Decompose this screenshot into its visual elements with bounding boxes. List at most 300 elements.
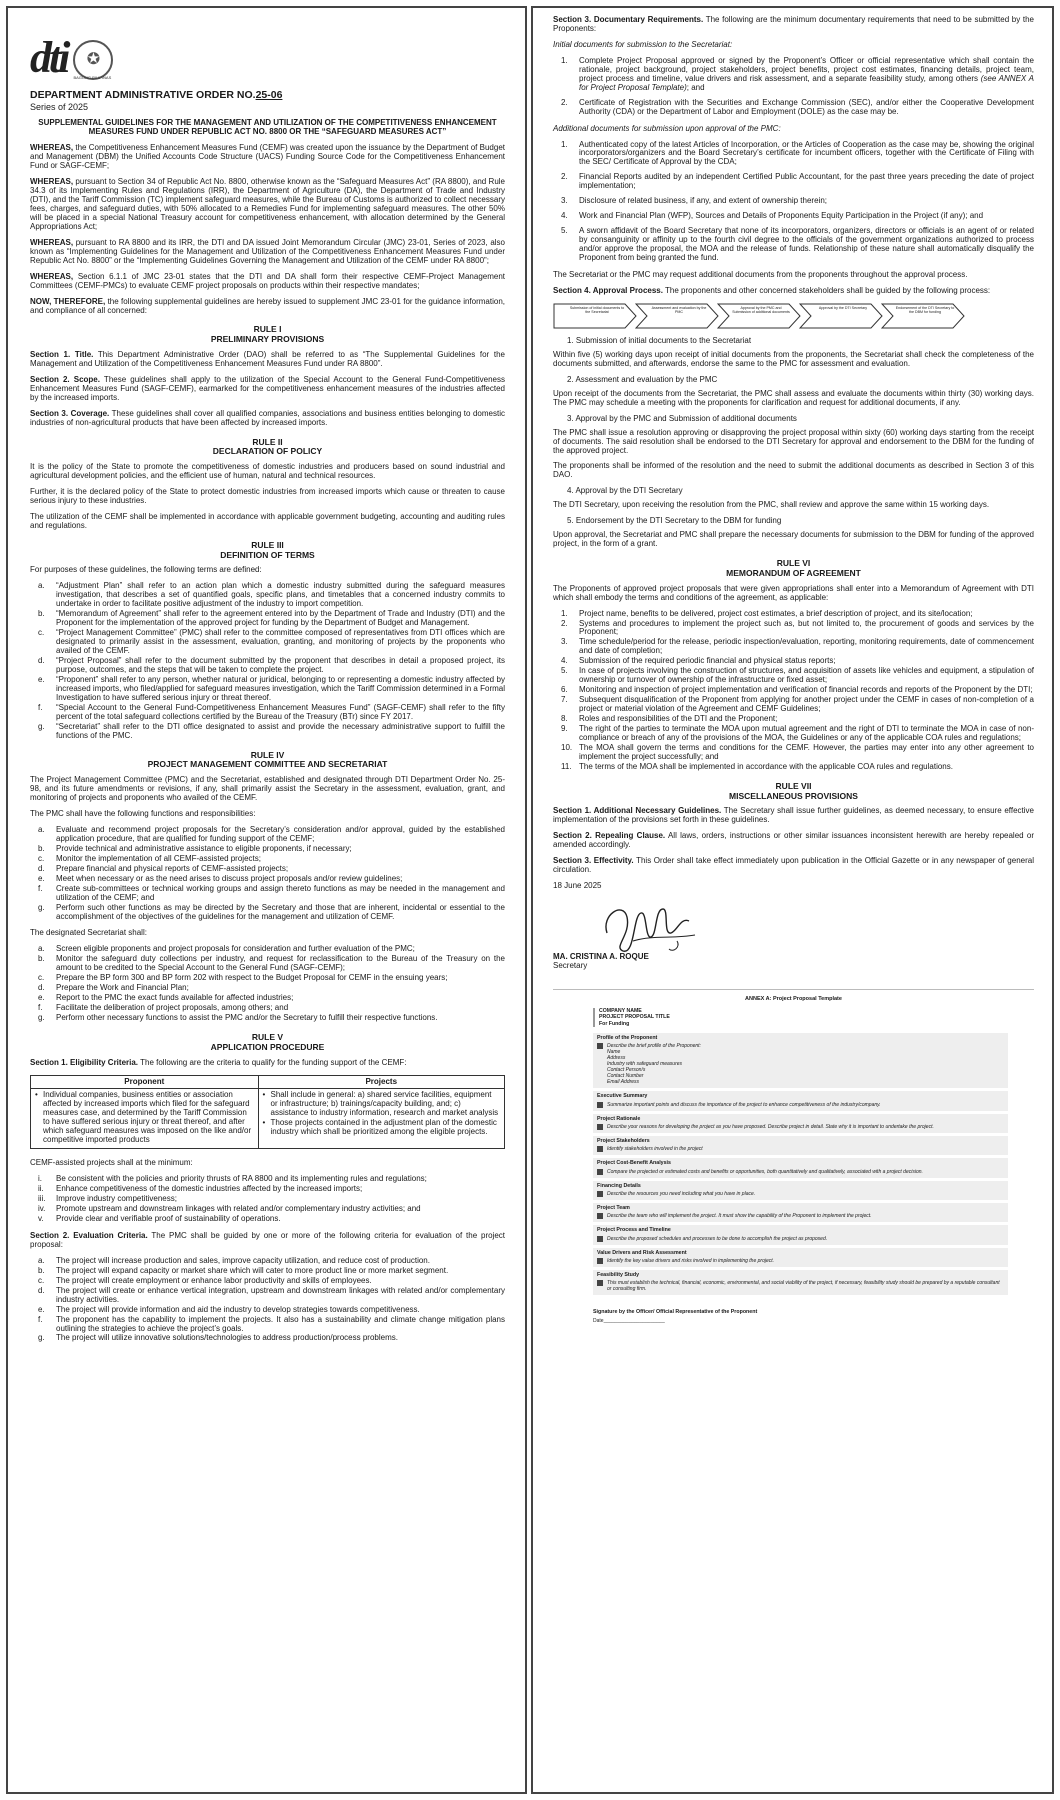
secretariat-function-item — [30, 974, 505, 983]
secretariat-function-item-body: Prepare the BP form 300 and BP form 202 with respect to the Budget Proposal for CEMF in the ensuing years; — [56, 973, 448, 983]
flow-step-label: Approval by the PMC and Submission of additional documents — [732, 305, 790, 315]
evaluation-item — [30, 1257, 505, 1266]
rule-5-title: RULE V — [251, 1032, 284, 1043]
template-section-desc — [597, 1124, 1004, 1130]
template-section — [593, 1181, 1008, 1200]
pmc-function-item-text — [56, 845, 505, 854]
page-left — [6, 6, 527, 1794]
moa-term-item — [553, 667, 1034, 685]
moa-term-item-body: Project name, benefits to be delivered, project cost estimates, a brief description of project, and its site/location; — [579, 608, 973, 618]
dti-logo-text: dti — [30, 33, 68, 82]
additional-doc-item-text — [579, 197, 1034, 206]
additional-doc-item — [553, 227, 1034, 263]
evaluation-item — [30, 1277, 505, 1286]
pmc-function-item-body: Evaluate and recommend project proposals for the Secretary’s consideration and/or approval, guided by the established application procedure, that are qualified for funding support of the CEMF; — [56, 824, 505, 843]
additional-doc-item-text — [579, 227, 1034, 263]
evaluation-item-body: The project will create employment or enhance labor productivity and skills of employees. — [56, 1275, 372, 1285]
evaluation-item-marker: a. — [38, 1255, 45, 1265]
evaluation-item — [30, 1306, 505, 1315]
projects-text: Shall include in general: a) shared service facilities, equipment or infrastructure; b) trainings/capacity building, and; c) assistance to industry information, research and market analysis — [270, 1090, 499, 1118]
initial-doc-item-body: Certificate of Registration with the Securities and Exchange Commission (SEC), and/or either the Cooperative Development Authority (CDA) or the Department of Labor and Employment (DOLE) as the case may be. — [579, 97, 1034, 116]
template-section — [593, 1203, 1008, 1222]
evaluation-text: The PMC shall be guided by one or more of the following criteria for evaluation of the project proposal: — [30, 1230, 506, 1249]
definition-item — [30, 723, 505, 741]
initial-doc-item-marker: 2. — [561, 97, 568, 107]
approval-text: The proponents and other concerned stakeholders shall be guided by the following process: — [662, 285, 991, 295]
rule-1-section — [30, 410, 505, 428]
pmc-function-item — [30, 865, 505, 874]
order-no: 25-06 — [255, 89, 283, 101]
template-section-text: Describe the team who will implement the project. It must show the capability of the Proponent to implement the project. — [607, 1213, 872, 1220]
moa-term-item — [553, 657, 1034, 666]
moa-term-item-text — [579, 620, 1034, 638]
flow-step — [881, 303, 965, 329]
order-number — [30, 90, 505, 102]
moa-term-item-marker: 4. — [561, 656, 568, 666]
additional-doc-item-marker: 3. — [561, 196, 568, 206]
proponent-text: Individual companies, business entities or association affected by increased imports which filed for the safeguard measures case, and determined by the Tariff Commission to have suffered serious injury or threat thereof, and after which safeguard measures was imposed on the like and/or competitive imported products — [43, 1090, 252, 1145]
pmc-function-item-marker: e. — [38, 873, 45, 883]
secretariat-function-item-text — [56, 994, 505, 1003]
pmc-function-item — [30, 855, 505, 864]
whereas-clause-lead: WHEREAS, — [30, 177, 74, 187]
rule-7-section-text: The Secretary shall issue further guidelines, as deemed necessary, to ensure effective implementation of the provisions set forth in these guidelines. — [553, 806, 1034, 825]
template-section-heading: Financing Details — [597, 1182, 641, 1189]
evaluation-item-text — [56, 1316, 505, 1334]
definition-item — [30, 704, 505, 722]
order-series: Series of 2025 — [30, 101, 89, 112]
rule-7-title: RULE VII — [775, 780, 812, 791]
pmc-function-item-text — [56, 885, 505, 903]
minimum-item-text — [56, 1215, 505, 1224]
whereas-clause — [30, 273, 505, 291]
additional-doc-item-text — [579, 141, 1034, 168]
approval-step-text: Upon approval, the Secretariat and PMC shall prepare the necessary documents for submission to the DBM for funding of the approved project, in the form of a grant. — [553, 530, 1034, 549]
rule-1-title: RULE I — [253, 324, 282, 335]
moa-term-item-marker: 6. — [561, 685, 568, 695]
template-profile-field: Contact Person/s — [607, 1067, 646, 1074]
minimum-item — [30, 1205, 505, 1214]
template-section-text: Compare the projected or estimated costs and benefits or opportunities, both quantitatively and qualitatively, associated with a project decision. — [607, 1168, 923, 1175]
evaluation-lead: Section 2. Evaluation Criteria. — [30, 1230, 148, 1240]
rule-3-heading — [30, 541, 505, 561]
template-section-desc — [597, 1169, 1004, 1175]
additional-doc-item — [553, 197, 1034, 206]
pmc-function-item-marker: c. — [38, 853, 45, 863]
minimum-item-body: Enhance competitiveness of the domestic industries affected by the increased imports; — [56, 1184, 363, 1194]
template-profile-field: Name — [607, 1049, 621, 1056]
additional-doc-item-marker: 5. — [561, 226, 568, 236]
moa-term-item-text — [579, 763, 1034, 772]
approval-step-text: Within five (5) working days upon receipt of initial documents from the proponents, the Secretariat shall check the completeness of the documents submitted, and afterwards, endorse the same to the PMC for assessment and evaluation. — [553, 349, 1034, 368]
approval-step-text: The PMC shall issue a resolution approving or disapproving the project proposal within sixty (60) working days starting from the receipt of documents. The said resolution shall be endorsed to the DTI Secretary for approval and endorsement to the DBM for the funding of the approved project. — [553, 427, 1034, 455]
evaluation-item-body: The project will utilize innovative solutions/technologies to address production/process problems. — [56, 1333, 398, 1343]
additional-doc-item-marker: 2. — [561, 172, 568, 182]
additional-doc-item-text — [579, 212, 1034, 221]
definition-item — [30, 610, 505, 628]
template-profile-field: Contact Number — [607, 1073, 644, 1080]
flow-step-label: Endorsement of the DTI Secretary to the DBM for funding — [895, 305, 955, 315]
evaluation-item-body: The project will expand capacity or market share which will cater to more product line or more market segment. — [56, 1265, 449, 1275]
template-section-text: This must establish the technical, financial, economic, environmental, and social viability of the project, if necessary, feasibility study should be prepared by a reputable consultant or consulting firm. — [607, 1280, 1000, 1293]
moa-term-item — [553, 610, 1034, 619]
definition-item — [30, 582, 505, 609]
minimum-item — [30, 1215, 505, 1224]
approval-step-heading: 4. Approval by the DTI Secretary — [567, 486, 683, 496]
definition-item-text — [56, 723, 505, 741]
approval-step-text: Upon receipt of the documents from the Secretariat, the PMC shall assess and evaluate the documents within thirty (30) working days. The PMC may schedule a meeting with the proponents for clarification and request for additional documents, if any. — [553, 388, 1034, 407]
additional-doc-item-text — [579, 173, 1034, 191]
definition-item-body: “Memorandum of Agreement” shall refer to the agreement entered into by the Department of Trade and Industry (DTI) and the Proponent for the implementation of the approved project for funding by the Department of Budget and Management. — [56, 609, 505, 628]
flow-step-label: Approval by the DTI Secretary — [818, 305, 868, 310]
moa-term-item-marker: 7. — [561, 695, 568, 705]
signature-block — [553, 895, 1034, 977]
policy-paragraph: The utilization of the CEMF shall be implemented in accordance with applicable government budgeting, accounting and auditing rules and regulations. — [30, 512, 505, 530]
proponent-cell — [31, 1089, 259, 1149]
additional-doc-item-body: Authenticated copy of the latest Articles of Incorporation, or the Articles of Cooperation as the case may be, showing the original incorporators/organizers and the Board Secretary’s certificate for incumbent officers, together with the Certificate of Filing with the SEC/ Certificate of Approval by the CDA; — [579, 139, 1034, 167]
proposal-template — [593, 1008, 1008, 1323]
moa-term-item-body: The right of the parties to terminate the MOA upon mutual agreement and the right of DTI to terminate the MOA in case of non-compliance or breach of any of the provisions of the MOA, the Guidelines or any of the applicable COA rules and regulations; — [579, 724, 1034, 742]
template-profile-field: Address — [607, 1055, 626, 1062]
additional-doc-item-body: Disclosure of related business, if any, and extent of ownership therein; — [579, 196, 827, 206]
moa-term-item-marker: 10. — [561, 742, 573, 752]
template-section — [593, 1091, 1008, 1110]
rule-1-section-text: This Department Administrative Order (DAO) shall be referred to as “The Supplemental Guidelines for the Management and Utilization of the Competitiveness Enhancement Measures Fund under RA 8800”. — [30, 349, 505, 368]
checkbox-icon — [597, 1258, 603, 1264]
pmc-function-item-text — [56, 826, 505, 844]
pmc-function-item-marker: b. — [38, 843, 45, 853]
definition-item-text — [56, 676, 505, 703]
pmc-function-item-marker: g. — [38, 902, 45, 912]
template-section-heading: Project Process and Timeline — [597, 1227, 671, 1234]
bullet-icon: • — [262, 1090, 266, 1100]
checkbox-icon — [597, 1146, 603, 1152]
dti-logo — [30, 22, 505, 80]
minimum-item-marker: v. — [38, 1213, 44, 1223]
template-section-desc — [597, 1102, 1004, 1108]
rule-7-section — [553, 857, 1034, 875]
table-header-proponent: Proponent — [31, 1075, 259, 1089]
secretariat-function-item — [30, 994, 505, 1003]
moa-term-item-body: Monitoring and inspection of project implementation and verification of financial records and reports of the Proponent by the DTI; — [579, 685, 1033, 695]
whereas-clause-lead: WHEREAS, — [30, 143, 74, 153]
additional-doc-item-marker: 1. — [561, 139, 568, 149]
template-section — [593, 1248, 1008, 1267]
definition-item-marker: a. — [38, 581, 45, 591]
definition-item-body: “Special Account to the General Fund-Competitiveness Enhancement Measures Fund” (SAGF-CEMF) shall refer to the fifty percent of the total safeguard collections certified by the Bureau of the Treasury (BTr) since FY 2017. — [56, 702, 505, 721]
whereas-clause-text: the Competitiveness Enhancement Measures Fund (CEMF) was created upon the issuance by the Department of Budget and Management (DBM) the Unified Accounts Code Structure (UACS) Funding Source Code for the Competitiveness Enhancement Fund or SAGF-CEMF; — [30, 143, 505, 171]
flow-step — [553, 303, 637, 329]
checkbox-icon — [597, 1191, 603, 1197]
moa-term-item — [553, 744, 1034, 762]
table-header-projects: Projects — [258, 1075, 504, 1089]
template-section-desc — [597, 1146, 1004, 1152]
secretariat-function-item-text — [56, 974, 505, 983]
minimum-item-body: Provide clear and verifiable proof of sustainability of operations. — [56, 1213, 281, 1223]
secretariat-function-item — [30, 955, 505, 973]
pmc-function-item — [30, 875, 505, 884]
bullet-icon: • — [35, 1090, 38, 1100]
moa-term-item-marker: 3. — [561, 637, 568, 647]
template-section-text: Describe the resources you need including what you have in place. — [607, 1190, 756, 1197]
approval-steps — [553, 337, 1034, 549]
rule-7-section-lead: Section 3. Effectivity. — [553, 856, 634, 866]
additional-doc-item — [553, 212, 1034, 221]
minimum-item-text — [56, 1205, 505, 1214]
secretariat-function-item-body: Perform other necessary functions to assist the PMC and/or the Secretary to fulfill their respective functions. — [56, 1013, 438, 1023]
template-header-line: For Funding — [599, 1020, 630, 1027]
secretariat-function-item-marker: e. — [38, 993, 45, 1003]
template-section-text: Summarize important points and discuss the importance of the project to enhance competitiveness of the industry/company. — [607, 1101, 881, 1108]
whereas-clause — [30, 178, 505, 232]
template-section-text: Describe the brief profile of the Proponent: — [607, 1043, 701, 1050]
definition-item-text — [56, 582, 505, 609]
additional-doc-item — [553, 173, 1034, 191]
template-section-heading: Profile of the Proponent — [597, 1034, 658, 1041]
approval-step-heading: 5. Endorsement by the DTI Secretary to the DBM for funding — [567, 516, 782, 526]
evaluation-item-body: The project will increase production and sales, improve capacity utilization, and reduce cost of production. — [56, 1255, 430, 1265]
definition-item-text — [56, 610, 505, 628]
template-section — [593, 1158, 1008, 1177]
evaluation-item-marker: f. — [38, 1314, 43, 1324]
moa-term-item-marker: 9. — [561, 724, 568, 733]
definition-item-marker: c. — [38, 628, 45, 638]
template-profile-fields — [607, 1049, 1004, 1085]
rule-6-heading — [553, 559, 1034, 579]
evaluation-section — [30, 1232, 505, 1250]
definition-item-text — [56, 704, 505, 722]
minimum-item-text — [56, 1185, 505, 1194]
whereas-clause — [30, 239, 505, 266]
whereas-clause-text: Section 6.1.1 of JMC 23-01 states that the DTI and DA shall form their respective CEMF-Project Management Committees (CEMF-PMCs) to evaluate CEMF project proposals on products within their respective mandates; — [30, 271, 505, 290]
pmc-functions-list — [30, 826, 505, 922]
template-section-heading: Executive Summary — [597, 1093, 648, 1100]
definition-item — [30, 629, 505, 656]
template-profile-field: Industry with safeguard measures — [607, 1061, 683, 1068]
secretariat-function-item-text — [56, 984, 505, 993]
secretariat-function-item-body: Screen eligible proponents and project proposals for consideration and further evaluation of the PMC; — [56, 944, 415, 954]
moa-term-item-body: Systems and procedures to implement the project such as, but not limited to, the procurement of goods and services by the Proponent; — [579, 618, 1034, 637]
pmc-function-item-text — [56, 865, 505, 874]
template-signature-line: Signature by the Officer/ Official Representative of the Proponent — [593, 1309, 758, 1316]
approval-step-heading: 2. Assessment and evaluation by the PMC — [567, 374, 718, 384]
rule-2-subtitle: DECLARATION OF POLICY — [212, 446, 323, 457]
additional-doc-item-body: Work and Financial Plan (WFP), Sources and Details of Proponents Equity Participation in the Project (if any); and — [579, 211, 984, 221]
definition-item-marker: e. — [38, 674, 45, 684]
rule-7-subtitle: MISCELLANEOUS PROVISIONS — [729, 790, 858, 801]
template-section — [593, 1136, 1008, 1155]
minimum-item-body: Promote upstream and downstream linkages with related and/or complementary industry activities; and — [56, 1204, 421, 1214]
projects-cell — [258, 1089, 504, 1149]
checkbox-icon — [597, 1280, 603, 1286]
secretariat-function-item-marker: f. — [38, 1003, 43, 1013]
initial-doc-item — [553, 57, 1034, 93]
evaluation-item-text — [56, 1306, 505, 1315]
evaluation-criteria-list — [30, 1257, 505, 1344]
moa-term-item — [553, 696, 1034, 714]
checkbox-icon — [597, 1169, 603, 1175]
template-section-heading: Project Rationale — [597, 1115, 641, 1122]
rule-7-section-text: This Order shall take effect immediately upon publication in the Official Gazette or in any newspaper of general circulation. — [553, 856, 1034, 875]
rule-7-section-lead: Section 2. Repealing Clause. — [553, 831, 666, 841]
policy-paragraph: It is the policy of the State to promote the competitiveness of domestic industries and producers based on sound industrial and agricultural development policies, and the efficient use of human, natural and technical resources. — [30, 462, 505, 481]
rule-1-section-text: These guidelines shall cover all qualified companies, associations and business entities belonging to domestic industries of non-agricultural products that have been affected by increased imports. — [30, 408, 505, 427]
template-section — [593, 1270, 1008, 1295]
evaluation-item-marker: c. — [38, 1275, 45, 1285]
signatory-name: MA. CRISTINA A. ROQUE — [553, 951, 649, 961]
rule-5-subtitle: APPLICATION PROCEDURE — [210, 1041, 325, 1052]
whereas-clause-lead: WHEREAS, — [30, 271, 74, 281]
checkbox-icon — [597, 1213, 603, 1219]
moa-term-item — [553, 763, 1034, 772]
rule-1-section-lead: Section 2. Scope. — [30, 374, 100, 384]
rule-1-section-lead: Section 3. Coverage. — [30, 408, 110, 418]
template-section — [593, 1225, 1008, 1244]
initial-doc-item — [553, 99, 1034, 117]
secretariat-functions-list — [30, 945, 505, 1023]
approval-step-heading: 3. Approval by the PMC and Submission of additional documents — [567, 413, 797, 423]
moa-term-item — [553, 638, 1034, 656]
definitions-list — [30, 582, 505, 740]
initial-doc-item-body: Complete Project Proposal approved or signed by the Proponent’s Officer or official representative which shall contain the rationale, project background, project stakeholders, project benefits, project cost estimates, financing details, project team, project process and timeline, value drivers and risk assessment, and a separate feasibility study, among others — [579, 55, 1034, 83]
rule-1-sections — [30, 351, 505, 428]
initial-doc-item-marker: 1. — [561, 55, 568, 65]
rule-1-subtitle: PRELIMINARY PROVISIONS — [210, 334, 325, 345]
secretariat-function-item-marker: g. — [38, 1013, 45, 1023]
moa-term-item-text — [579, 657, 1034, 666]
whereas-clause-lead: NOW, THEREFORE, — [30, 296, 106, 306]
flow-step-label: Assessment and evaluation by the PMC — [651, 305, 707, 315]
minimum-item — [30, 1185, 505, 1194]
moa-term-item-marker: 11. — [561, 761, 572, 771]
minimum-item-body: Be consistent with the policies and priority thrusts of RA 8800 and its implementing rules and regulations; — [56, 1174, 427, 1184]
additional-docs-list — [553, 141, 1034, 263]
template-section-heading: Value Drivers and Risk Assessment — [597, 1249, 687, 1256]
flow-step — [635, 303, 719, 329]
definition-item — [30, 657, 505, 675]
rule-3-intro: For purposes of these guidelines, the following terms are defined: — [30, 565, 262, 575]
rule-1-section — [30, 351, 505, 369]
definition-item-marker: b. — [38, 609, 45, 619]
bagong-pilipinas-text: BAGONG PILIPINAS — [73, 74, 112, 80]
evaluation-item-body: The project will create or enhance vertical integration, upstream and downstream linkages with related and/or complementary industry activities. — [56, 1285, 505, 1304]
moa-term-item-text — [579, 715, 1034, 724]
secretariat-function-item — [30, 984, 505, 993]
pmc-function-item — [30, 885, 505, 903]
moa-term-item-marker: 8. — [561, 714, 568, 724]
initial-doc-item-text — [579, 57, 1034, 93]
rule-7-heading — [553, 782, 1034, 802]
moa-term-item-text — [579, 686, 1034, 695]
pmc-function-item-body: Monitor the implementation of all CEMF-assisted projects; — [56, 853, 261, 863]
additional-docs-label: Additional documents for submission upon approval of the PMC: — [553, 123, 781, 133]
checkbox-icon — [597, 1043, 603, 1049]
evaluation-item-body: The proponent has the capability to implement the projects. It also has a sustainability and climate change mitigation plans outlining the strategies to achieve the project’s goals. — [56, 1314, 505, 1333]
initial-doc-item-annex-ref: (see ANNEX A for Project Proposal Template) — [579, 73, 1034, 92]
minimum-item-marker: iii. — [38, 1194, 46, 1204]
secretariat-intro: The designated Secretariat shall: — [30, 928, 147, 938]
definition-item-marker: f. — [38, 702, 43, 712]
definition-item-body: “Project Management Committee” (PMC) shall refer to the committee composed of representatives from DTI offices which are designated to primarily assist in the assessment, evaluation, granting, and monitoring of projects by the proponents who availed of the CEMF. — [56, 628, 505, 656]
rule-1-section — [30, 376, 505, 403]
annex-heading: ANNEX A: Project Proposal Template — [745, 995, 842, 1002]
checkbox-icon — [597, 1236, 603, 1242]
definition-item-text — [56, 629, 505, 656]
moa-term-item-text — [579, 667, 1034, 685]
moa-terms-list — [553, 610, 1034, 772]
minimum-item-text — [56, 1195, 505, 1204]
moa-term-item-marker: 2. — [561, 618, 568, 628]
rule-4-subtitle: PROJECT MANAGEMENT COMMITTEE AND SECRETARIAT — [147, 759, 388, 770]
initial-docs-list — [553, 57, 1034, 117]
moa-term-item — [553, 725, 1034, 743]
whereas-clause-text: the following supplemental guidelines are hereby issued to supplement JMC 23-01 for the guidance information, and compliance of all concerned: — [30, 296, 505, 315]
whereas-clause — [30, 298, 505, 316]
secretariat-function-item — [30, 945, 505, 954]
approval-step-text: The proponents shall be informed of the resolution and the need to submit the additional documents as described in Section 3 of this DAO. — [553, 461, 1034, 480]
documentary-closing: The Secretariat or the PMC may request additional documents from the proponents throughout the approval process. — [553, 270, 968, 280]
secretariat-function-item-marker: c. — [38, 973, 45, 983]
minimum-item — [30, 1195, 505, 1204]
rule-3-subtitle: DEFINITION OF TERMS — [220, 549, 315, 560]
approval-step-heading: 1. Submission of initial documents to the Secretariat — [567, 335, 752, 345]
template-section-desc — [597, 1191, 1004, 1197]
handwritten-signature — [593, 895, 703, 957]
additional-doc-item — [553, 141, 1034, 168]
pmc-function-item-text — [56, 875, 505, 884]
evaluation-item-body: The project will provide information and aid the industry to develop strategies towards competitiveness. — [56, 1304, 420, 1314]
pmc-intro: The PMC shall have the following functions and responsibilities: — [30, 808, 256, 818]
moa-term-item-text — [579, 638, 1034, 656]
whereas-clause-text: pursuant to Section 34 of Republic Act No. 8800, otherwise known as the “Safeguard Measures Act” (RA 8800), and Rule 34.3 of its Implementing Rules and Regulations (IRR), the Department of Agriculture (DA), the Department of Trade and Industry (DTI), and the Tariff Commission (TC) implement safeguard measures, while the Bureau of Customs is authorized to collect necessary fees, charges, and safeguard duties, with 50% allocated to a Remedies Fund for implementing safeguard measures. The other 50% will be placed in a special National Treasury account for competitiveness enhancement, with allocation determined by the General Appropriations Act; — [30, 177, 505, 231]
bullet-icon: • — [262, 1118, 266, 1128]
secretariat-function-item-text — [56, 955, 505, 973]
evaluation-item-text — [56, 1257, 505, 1266]
definition-item-text — [56, 657, 505, 675]
rule-7-section-text: All laws, orders, instructions or other similar issuances inconsistent herewith are hereby repealed or amended accordingly. — [553, 831, 1034, 850]
moa-term-item-marker: 5. — [561, 666, 568, 676]
template-profile-field: Email Address — [607, 1079, 640, 1086]
evaluation-item-marker: b. — [38, 1265, 45, 1275]
projects-bullet — [263, 1119, 500, 1137]
rule-7-sections — [553, 807, 1034, 875]
evaluation-item-text — [56, 1287, 505, 1305]
annex-a — [553, 989, 1034, 1324]
minimum-item-marker: i. — [38, 1174, 42, 1184]
template-section-text: Identify the key value drivers and risks involved in implementing the project. — [607, 1257, 775, 1264]
secretariat-function-item-text — [56, 1004, 505, 1013]
policy-paragraph: Further, it is the declared policy of the State to protect domestic industries from increased imports which cause or threaten to cause serious injury to these industries. — [30, 487, 505, 506]
definition-item — [30, 676, 505, 703]
secretariat-function-item-body: Monitor the safeguard duty collections per industry, and request for reclassification to the Bureau of the Treasury on the amount to be credited to the Special Account to the General Fund (SAGF-CEMF); — [56, 954, 505, 973]
template-section-desc — [597, 1213, 1004, 1219]
evaluation-item-text — [56, 1277, 505, 1286]
template-section-desc — [597, 1258, 1004, 1264]
eligibility-text: The following are the criteria to qualify for the funding support of the CEMF: — [138, 1057, 407, 1067]
pmc-function-item — [30, 904, 505, 922]
pmc-function-item-body: Perform such other functions as may be directed by the Secretary and those that are inherent, incidental or essential to the accomplishment of the objectives of the guidelines for the management and utilization of CEMF. — [56, 902, 505, 921]
rule-7-section — [553, 832, 1034, 850]
signature-date: 18 June 2025 — [553, 881, 602, 891]
template-date-label: Date — [593, 1317, 604, 1324]
pmc-function-item — [30, 826, 505, 844]
evaluation-item-text — [56, 1334, 505, 1343]
secretariat-function-item-body: Prepare the Work and Financial Plan; — [56, 983, 189, 993]
rule-6-subtitle: MEMORANDUM OF AGREEMENT — [726, 567, 861, 578]
definition-item-body: “Adjustment Plan” shall refer to an action plan which a domestic industry submitted during the safeguard measures investigation, that describes a set of quantified goals, specific plans, and timetables that a concerned industry commits to undertake in order to facilitate positive adjustment of the industry to import competition. — [56, 581, 505, 609]
template-section-text: Identify stakeholders involved in the project — [607, 1146, 703, 1153]
minimum-item-marker: ii. — [38, 1184, 44, 1194]
